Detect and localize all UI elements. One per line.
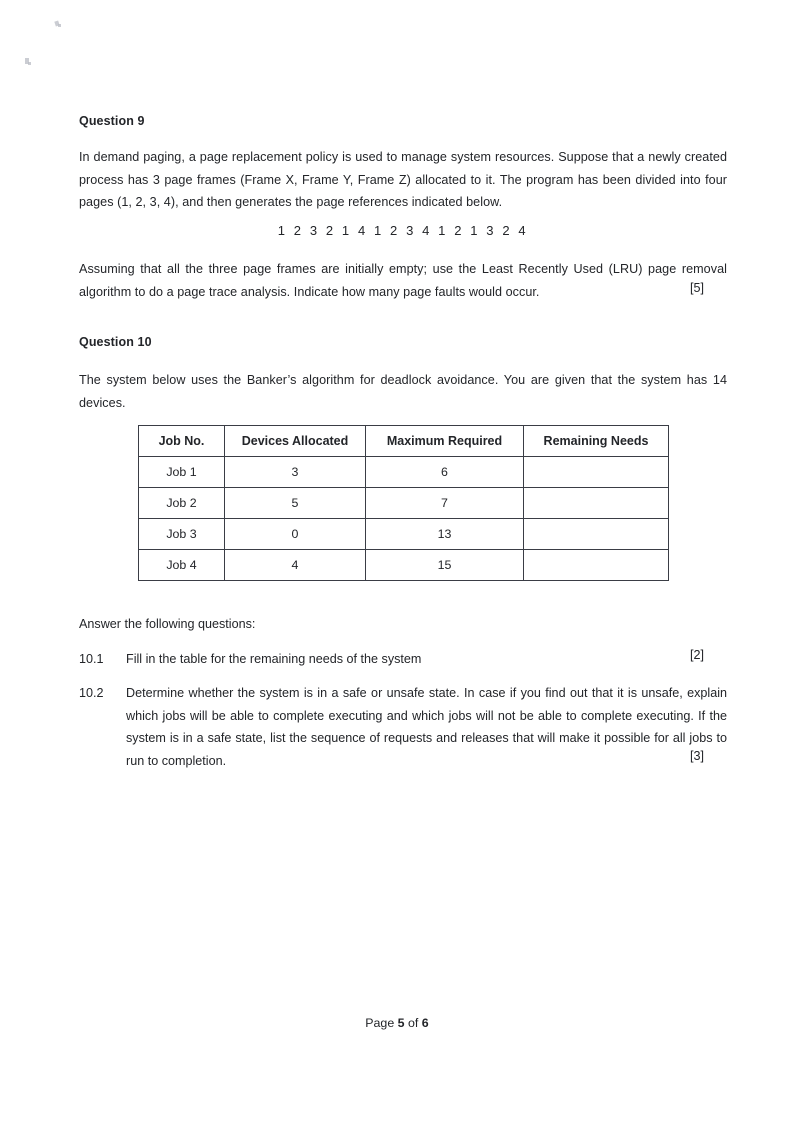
table-row xyxy=(139,519,669,550)
question-10-intro: The system below uses the Banker’s algorithm for deadlock avoidance. You are given that the system has 14 devices. xyxy=(79,373,727,410)
subquestion-text: Fill in the table for the remaining needs of the system xyxy=(126,652,422,666)
table-cell-maximum: 7 xyxy=(366,488,524,519)
table-cell-allocated: 0 xyxy=(225,519,366,550)
table-cell-allocated: 4 xyxy=(225,550,366,581)
table-cell-maximum: 15 xyxy=(366,550,524,581)
question-9-heading: Question 9 xyxy=(79,114,145,128)
table-header-cell: Maximum Required xyxy=(366,426,524,457)
table-row xyxy=(139,488,669,519)
table-header-cell: Job No. xyxy=(139,426,225,457)
subquestion-number: 10.2 xyxy=(79,686,104,700)
scan-artifact-icon xyxy=(58,24,61,27)
footer-current-page: 5 xyxy=(397,1016,405,1030)
table-header-cell: Remaining Needs xyxy=(524,426,669,457)
table-header-cell: Devices Allocated xyxy=(225,426,366,457)
subquestion-10-2-marks: [3] xyxy=(690,749,705,763)
table-cell-job: Job 3 xyxy=(139,519,225,550)
question-9-task: Assuming that all the three page frames are initially empty; use the Least Recently Used (LRU) page removal algorithm to do a page trace analysis. Indicate how many page faults would occur. xyxy=(79,262,727,299)
table-cell-remaining[interactable] xyxy=(524,457,669,488)
table-cell-remaining[interactable] xyxy=(524,488,669,519)
table-cell-allocated: 3 xyxy=(225,457,366,488)
subquestion-10-1-marks: [2] xyxy=(690,648,705,662)
footer-prefix: Page xyxy=(365,1016,398,1030)
question-9-marks: [5] xyxy=(690,281,705,295)
table-cell-maximum: 6 xyxy=(366,457,524,488)
subquestion-text: Determine whether the system is in a safe or unsafe state. In case if you find out that it is unsafe, explain which jobs will be able to complete executing and which jobs will not be able to complete executing. If the system is in a safe state, list the sequence of requests and releases that will make it possible for all jobs to run to completion. xyxy=(126,686,727,768)
table-row xyxy=(139,457,669,488)
page-footer xyxy=(0,1016,794,1030)
answer-lead-in: Answer the following questions: xyxy=(79,617,256,631)
question-10-heading: Question 10 xyxy=(79,335,152,349)
subquestion-10-2 xyxy=(79,682,727,772)
page-reference-sequence: 1 2 3 2 1 4 1 2 3 4 1 2 1 3 2 4 xyxy=(277,223,529,238)
table-row xyxy=(139,550,669,581)
footer-middle: of xyxy=(404,1016,422,1030)
table-cell-job: Job 1 xyxy=(139,457,225,488)
scan-artifact-icon xyxy=(28,62,31,65)
table-cell-remaining[interactable] xyxy=(524,550,669,581)
table-cell-maximum: 13 xyxy=(366,519,524,550)
table-header-row xyxy=(139,426,669,457)
table-cell-allocated: 5 xyxy=(225,488,366,519)
subquestion-10-1 xyxy=(79,648,727,671)
table-cell-job: Job 4 xyxy=(139,550,225,581)
subquestion-number: 10.1 xyxy=(79,652,104,666)
question-9-intro: In demand paging, a page replacement policy is used to manage system resources. Suppose that a newly created process has 3 page frames (Frame X, Frame Y, Frame Z) allocated to it. The program has been divided into four pages (1, 2, 3, 4), and then generates the page references indicated below. xyxy=(79,150,727,210)
bankers-algorithm-table xyxy=(138,425,668,581)
footer-total-pages: 6 xyxy=(421,1016,429,1030)
table-cell-job: Job 2 xyxy=(139,488,225,519)
table-cell-remaining[interactable] xyxy=(524,519,669,550)
